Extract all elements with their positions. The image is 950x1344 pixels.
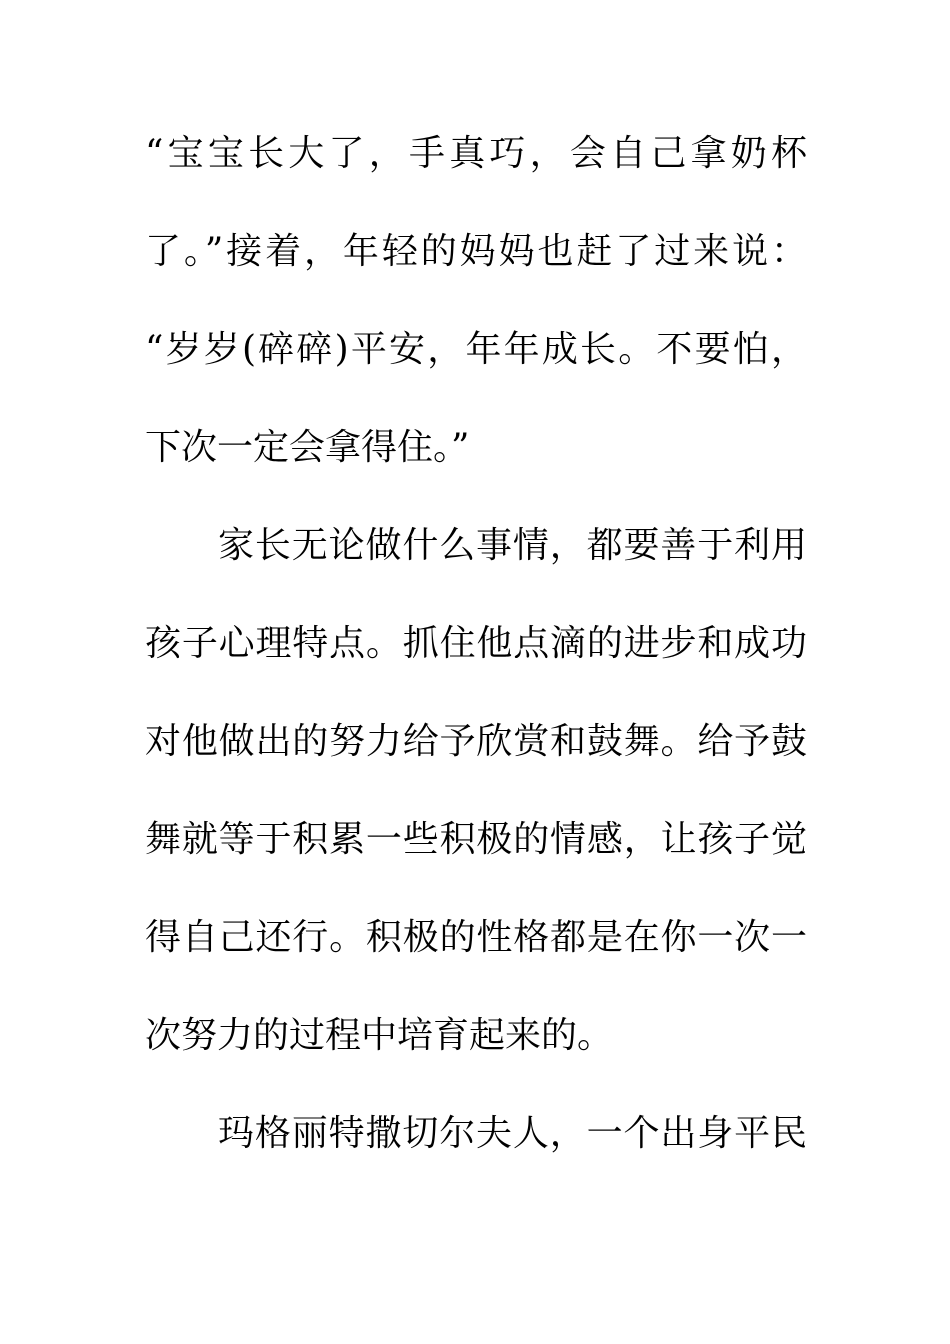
text-line-9: 得自己还行。积极的性格都是在你一次一 [145, 917, 807, 958]
paragraph-start-line: 家长无论做什么事情，都要善于利用 [218, 525, 807, 566]
text-line-10: 次努力的过程中培育起来的。 [145, 1015, 614, 1056]
body-text [145, 130, 807, 1208]
text-line-7: 对他做出的努力给予欣赏和鼓舞。给予鼓 [145, 721, 807, 762]
text-line-8: 舞就等于积累一些积极的情感，让孩子觉 [145, 819, 807, 860]
text-line-4: 下次一定会拿得住。” [145, 427, 470, 468]
text-line-6: 孩子心理特点。抓住他点滴的进步和成功 [145, 623, 807, 664]
text-line-1: “宝宝长大了，手真巧，会自己拿奶杯 [145, 133, 807, 174]
paragraph-start-line-2: 玛格丽特撒切尔夫人，一个出身平民 [218, 1113, 807, 1154]
text-line-3: “岁岁(碎碎)平安，年年成长。不要怕， [145, 329, 807, 370]
text-line-2: 了。”接着，年轻的妈妈也赶了过来说： [145, 231, 807, 272]
